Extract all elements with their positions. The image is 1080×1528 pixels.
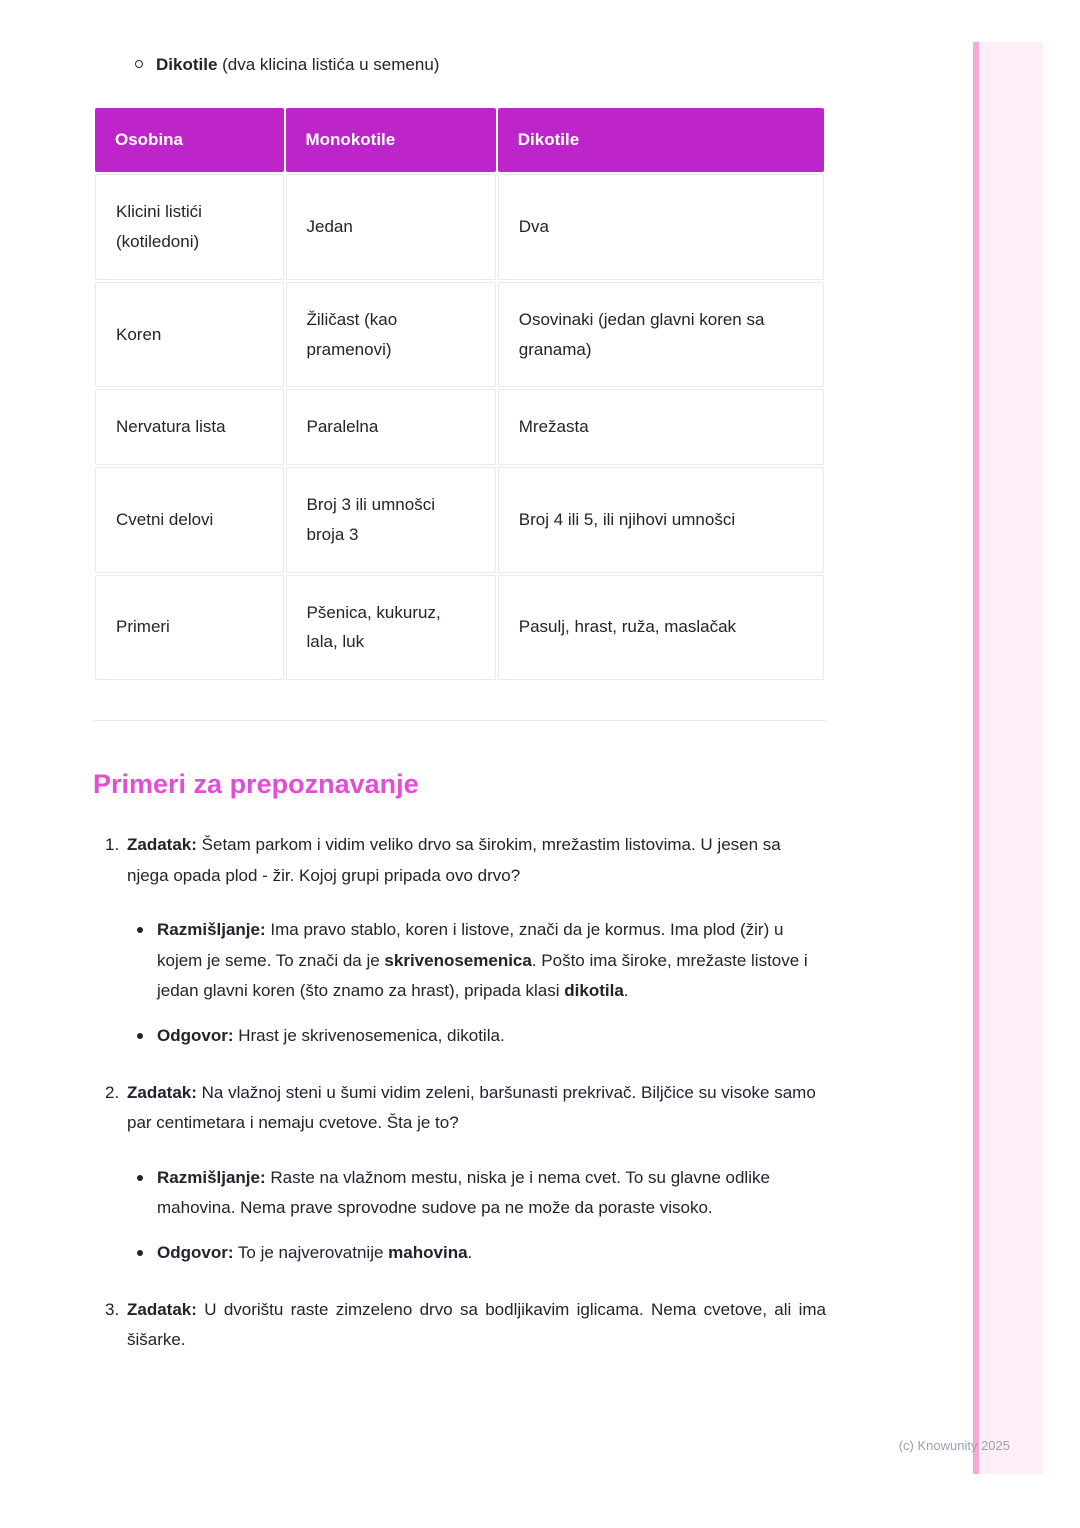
- bullet-icon: [137, 1175, 143, 1181]
- table-cell: Broj 3 ili umnošci broja 3: [286, 467, 496, 573]
- intro-list-item: [93, 52, 826, 78]
- list-number: 1.: [105, 835, 120, 855]
- thinking-segment: . Pošto ima široke, mrežaste listove i jedan glavni koren (što znamo za hrast), pripada klasi: [157, 950, 808, 1001]
- thinking-text: [157, 1163, 826, 1224]
- thinking-text: [157, 915, 826, 1007]
- thinking-item: [93, 915, 826, 1007]
- thinking-keyword: dikotila: [564, 981, 624, 1001]
- table-header-osobina: Osobina: [95, 108, 284, 172]
- document-content: [93, 52, 826, 1356]
- answer-label: Odgovor:: [157, 1243, 234, 1263]
- thinking-segment: Ima pravo stablo, koren i listove, znači da je kormus. Ima plod (žir) u kojem je seme. To znači da je: [157, 920, 784, 970]
- table-row: [95, 282, 824, 388]
- table-cell: Dva: [498, 174, 824, 280]
- copyright-notice: (c) Knowunity 2025: [898, 1438, 1010, 1453]
- table-row: [95, 575, 824, 681]
- table-cell: Paralelna: [286, 389, 496, 465]
- task-3-statement: [93, 1295, 826, 1356]
- task-item-3: [93, 1295, 826, 1356]
- table-cell: Mrežasta: [498, 389, 824, 465]
- task-label: Zadatak:: [127, 1082, 197, 1102]
- thinking-item: [93, 1163, 826, 1224]
- list-number: 3.: [105, 1299, 120, 1319]
- table-cell: Klicini listići (kotiledoni): [95, 174, 284, 280]
- task-label: Zadatak:: [127, 1299, 197, 1319]
- table-header-row: [95, 108, 824, 172]
- answer-label: Odgovor:: [157, 1026, 234, 1046]
- table-cell: Pasulj, hrast, ruža, maslačak: [498, 575, 824, 681]
- task-2-statement: [93, 1078, 826, 1139]
- table-header-dikotile: Dikotile: [498, 108, 824, 172]
- task-item-1: [93, 830, 826, 1052]
- bullet-icon: [137, 927, 143, 933]
- list-number: 2.: [105, 1082, 120, 1102]
- thinking-segment: .: [623, 981, 629, 1001]
- table-header-monokotile: Monokotile: [286, 108, 496, 172]
- table-row: [95, 389, 824, 465]
- bullet-icon: [137, 1033, 143, 1039]
- task-1-text: [127, 830, 826, 891]
- table-cell: Jedan: [286, 174, 496, 280]
- thinking-label: Razmišljanje:: [157, 1167, 266, 1187]
- answer-segment: .: [467, 1243, 473, 1263]
- task-1-statement: [93, 830, 826, 891]
- section-divider: [93, 720, 826, 721]
- task-body: Na vlažnoj steni u šumi vidim zeleni, baršunasti prekrivač. Biljčice su visoke samo par centimetara i nemaju cvetove. Šta je to?: [127, 1082, 816, 1133]
- answer-keyword: mahovina: [388, 1243, 468, 1263]
- table-cell: Koren: [95, 282, 284, 388]
- table-row: [95, 467, 824, 573]
- task-2-text: [127, 1078, 826, 1139]
- answer-segment: Hrast je skrivenosemenica, dikotila.: [233, 1026, 505, 1046]
- comparison-table: [93, 106, 826, 682]
- table-cell: Nervatura lista: [95, 389, 284, 465]
- table-cell: Primeri: [95, 575, 284, 681]
- table-cell: Cvetni delovi: [95, 467, 284, 573]
- table-cell: Žiličast (kao pramenovi): [286, 282, 496, 388]
- intro-description: (dva klicina listića u semenu): [217, 55, 440, 74]
- circle-bullet-icon: [135, 60, 143, 68]
- answer-segment: To je najverovatnije: [233, 1243, 389, 1263]
- task-label: Zadatak:: [127, 835, 197, 855]
- task-1-sublist: [93, 915, 826, 1051]
- table-cell: Broj 4 ili 5, ili njihovi umnošci: [498, 467, 824, 573]
- answer-text: [157, 1021, 826, 1052]
- thinking-keyword: skrivenosemenica: [384, 950, 532, 970]
- task-body: U dvorištu raste zimzeleno drvo sa bodljikavim iglicama. Nema cvetove, ali ima šišarke.: [127, 1299, 826, 1350]
- intro-term: Dikotile: [156, 55, 218, 74]
- section-title: Primeri za prepoznavanje: [93, 769, 419, 800]
- thinking-label: Razmišljanje:: [157, 920, 266, 940]
- page-margin-stripe: [973, 42, 1043, 1474]
- intro-text: [156, 52, 439, 78]
- answer-text: [157, 1238, 826, 1269]
- bullet-icon: [137, 1250, 143, 1256]
- table-cell: Pšenica, kukuruz, lala, luk: [286, 575, 496, 681]
- table-cell: Osovinaki (jedan glavni koren sa granama): [498, 282, 824, 388]
- task-2-sublist: [93, 1163, 826, 1269]
- task-3-text: [127, 1295, 826, 1356]
- answer-item: [93, 1021, 826, 1052]
- answer-item: [93, 1238, 826, 1269]
- task-body: Šetam parkom i vidim veliko drvo sa širokim, mrežastim listovima. U jesen sa njega opada plod - žir. Kojoj grupi pripada ovo drvo?: [127, 835, 781, 885]
- task-item-2: [93, 1078, 826, 1269]
- thinking-segment: Raste na vlažnom mestu, niska je i nema cvet. To su glavne odlike mahovina. Nema prave sprovodne sudove pa ne može da poraste visoko.: [157, 1167, 770, 1218]
- task-list: [93, 830, 826, 1356]
- table-row: [95, 174, 824, 280]
